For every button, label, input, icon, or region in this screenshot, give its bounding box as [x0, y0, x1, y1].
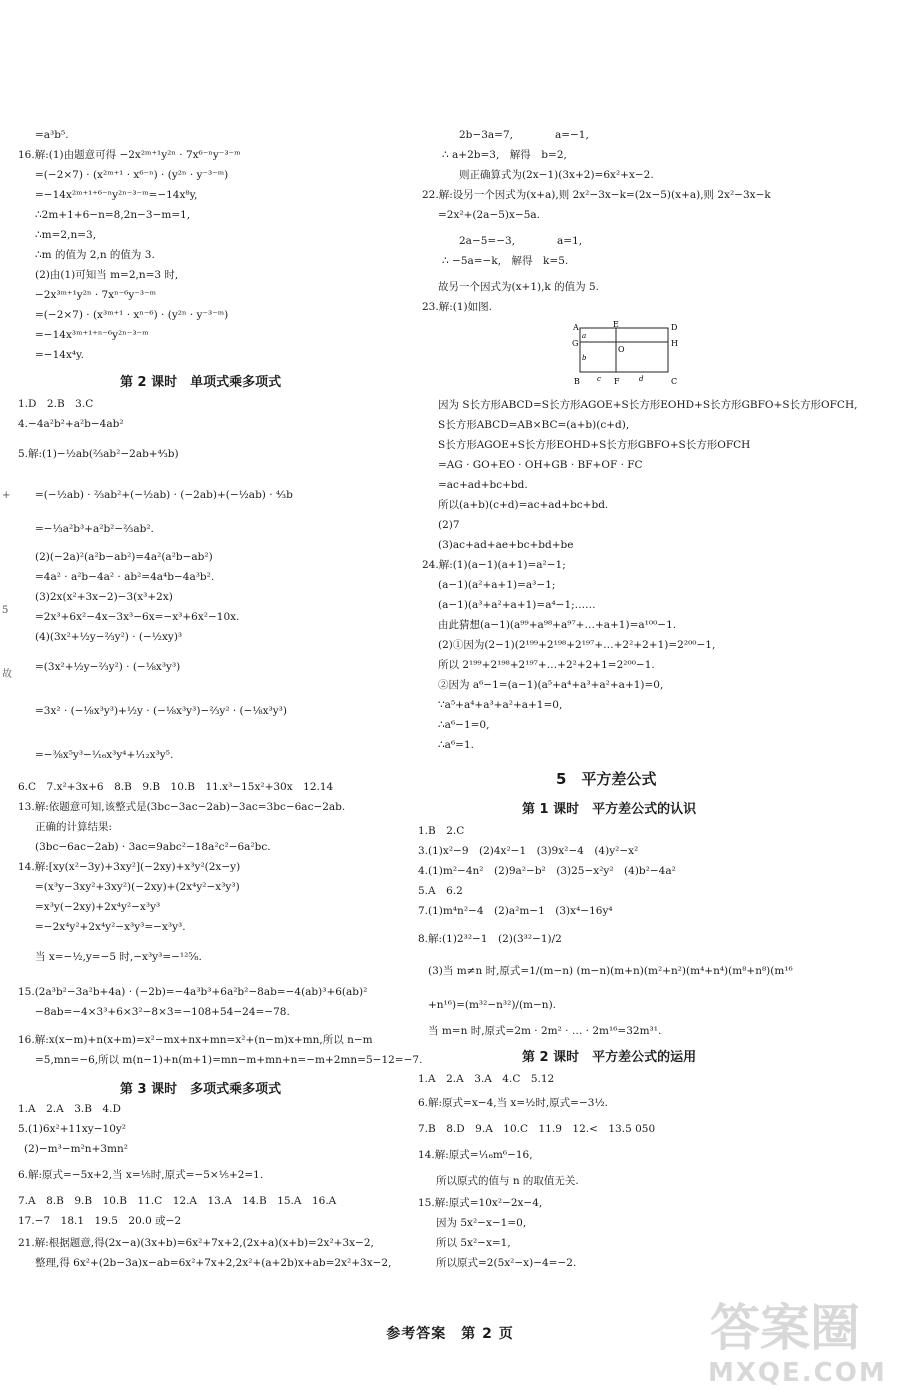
label-a-lower: a [582, 332, 587, 340]
text-line: (a−1)(a³+a²+a+1)=a⁴−1;…… [438, 599, 596, 611]
text-line: 因为 S长方形ABCD=S长方形AGOE+S长方形EOHD+S长方形GBFO+S长方形OFCH, [438, 399, 858, 411]
text-line: =−⅜x⁵y³−¹⁄₁₆x³y⁴+¹⁄₁₂x³y⁵. [35, 749, 174, 761]
text-line: 2a−5=−3, a=1, [459, 235, 583, 247]
text-line: 所以原式的值与 n 的取值无关. [436, 1175, 579, 1187]
label-c-upper: C [671, 377, 678, 386]
text-line: =(x³y−3xy²+3xy²)(−2xy)+(2x⁴y²−x³y³) [35, 881, 240, 893]
text-line: 8.解:(1)2³²−1 (2)(3³²−1)/2 [418, 933, 562, 945]
text-line: 21.解:根据题意,得(2x−a)(3x+b)=6x²+7x+2,(2x+a)(x+b)=2x²+3x−2, [18, 1237, 374, 1249]
text-line: 所以 5x²−x=1, [436, 1237, 511, 1249]
text-line: =2x³+6x²−4x−3x³−6x=−x³+6x²−10x. [35, 611, 240, 623]
text-line: =(−½ab) · ⅔ab²+(−½ab) · (−2ab)+(−½ab) · ⁴⁄₃b [35, 489, 293, 501]
label-b-upper: B [574, 377, 580, 386]
text-line: 所以 2¹⁹⁹+2¹⁹⁸+2¹⁹⁷+…+2²+2+1=2²⁰⁰−1. [438, 659, 655, 671]
text-line: 5.A 6.2 [418, 885, 463, 897]
text-line: 23.解:(1)如图. [422, 301, 492, 313]
left-column [0, 0, 430, 1310]
rectangle-diagram [568, 320, 688, 390]
text-line: =ac+ad+bc+bd. [438, 479, 528, 491]
text-line: =AG · GO+EO · OH+GB · BF+OF · FC [438, 459, 643, 471]
label-o: O [618, 345, 625, 354]
chapter-heading: 5 平方差公式 [556, 770, 657, 788]
edge-mark: + [2, 490, 11, 501]
section-heading: 第 3 课时 多项式乘多项式 [120, 1082, 282, 1097]
text-line: 5.(1)6x²+11xy−10y² [18, 1123, 127, 1135]
section-heading: 第 1 课时 平方差公式的认识 [522, 802, 697, 817]
text-line: +n¹⁶)=(m³²−n³²)/(m−n). [428, 999, 557, 1011]
text-line: =(−2×7) · (x³ᵐ⁺¹ · xⁿ⁻⁶) · (y²ⁿ · y⁻³⁻ᵐ) [35, 309, 229, 321]
text-line: 整理,得 6x²+(2b−3a)x−ab=6x²+7x+2,2x²+(a+2b)x+ab=2x²+3x−2, [35, 1257, 392, 1269]
text-line: ∴m 的值为 2,n 的值为 3. [35, 249, 155, 261]
page-footer: 参考答案 第 2 页 [386, 1326, 514, 1342]
text-line: (2)①因为(2−1)(2¹⁹⁹+2¹⁹⁸+2¹⁹⁷+…+2²+2+1)=2²⁰⁰−1, [438, 639, 716, 651]
label-a-upper: A [573, 323, 579, 332]
text-line: 4.−4a²b²+a²b−4ab² [18, 418, 124, 430]
text-line: ∴a⁶=1. [438, 739, 474, 751]
text-line: ∵a⁵+a⁴+a³+a²+a+1=0, [438, 699, 563, 711]
text-line: 所以原式=2(5x²−x)−4=−2. [436, 1257, 577, 1269]
text-line: 16.解:(1)由题意可得 −2x²ᵐ⁺¹y²ⁿ · 7x⁶⁻ⁿy⁻³⁻ᵐ [18, 149, 241, 161]
text-line: 6.解:原式=−5x+2,当 x=⅕时,原式=−5×⅕+2=1. [18, 1169, 264, 1181]
text-line: 4.(1)m²−4n² (2)9a²−b² (3)25−x²y² (4)b²−4a² [418, 865, 676, 877]
text-line: 14.解:原式=¹⁄₁₆m⁶−16, [418, 1149, 533, 1161]
text-line: S长方形AGOE+S长方形EOHD+S长方形GBFO+S长方形OFCH [438, 439, 751, 451]
label-b-lower: b [582, 354, 587, 362]
text-line: (2)−m³−m²n+3mn² [24, 1143, 128, 1155]
text-line: 5.解:(1)−½ab(⅔ab²−2ab+⁴⁄₃b) [18, 448, 179, 460]
text-line: 24.解:(1)(a−1)(a+1)=a²−1; [422, 559, 566, 571]
right-column [418, 0, 900, 1310]
text-line: (3)当 m≠n 时,原式=1/(m−n) (m−n)(m+n)(m²+n²)(m⁴+n⁴)(m⁸+n⁸)(m¹⁶ [428, 965, 793, 977]
label-e: E [613, 320, 619, 329]
text-line: =−2x⁴y²+2x⁴y²−x³y³=−x³y³. [35, 921, 186, 933]
text-line: =a³b⁵. [35, 129, 69, 141]
text-line: ∴a⁶−1=0, [438, 719, 490, 731]
text-line: 6.C 7.x²+3x+6 8.B 9.B 10.B 11.x³−15x²+30x 12.14 [18, 781, 334, 793]
text-line: (2)由(1)可知当 m=2,n=3 时, [35, 269, 179, 281]
text-line: =(3x²+½y−⅔y²) · (−⅛x³y³) [35, 661, 181, 673]
text-line: (a−1)(a²+a+1)=a³−1; [438, 579, 556, 591]
section-heading: 第 2 课时 单项式乘多项式 [120, 375, 282, 390]
section-heading: 第 2 课时 平方差公式的运用 [522, 1050, 697, 1065]
text-line: (3bc−6ac−2ab) · 3ac=9abc²−18a²c²−6a²bc. [35, 841, 271, 853]
text-line: 当 x=−½,y=−5 时,−x³y³=−¹²⁵⁄₈. [35, 951, 202, 963]
label-h: H [671, 339, 678, 348]
text-line: 16.解:x(x−m)+n(x+m)=x²−mx+nx+mn=x²+(n−m)x+mn,所以 n−m [18, 1034, 373, 1046]
label-d-upper: D [671, 323, 678, 332]
text-line: 14.解:[xy(x²−3y)+3xy²](−2xy)+x³y²(2x−y) [18, 861, 241, 873]
text-line: 故另一个因式为(x+1),k 的值为 5. [438, 281, 599, 293]
text-line: 当 m=n 时,原式=2m · 2m² · … · 2m¹⁶=32m³¹. [428, 1025, 662, 1037]
text-line: =x³y(−2xy)+2x⁴y²−x³y³ [35, 901, 161, 913]
text-line: 7.B 8.D 9.A 10.C 11.9 12.< 13.5 050 [418, 1123, 656, 1135]
text-line: 由此猜想(a−1)(a⁹⁹+a⁹⁸+a⁹⁷+…+a+1)=a¹⁰⁰−1. [438, 619, 677, 631]
text-line: 6.解:原式=x−4,当 x=½时,原式=−3½. [418, 1097, 608, 1109]
text-line: 7.(1)m⁴n²−4 (2)a²m−1 (3)x⁴−16y⁴ [418, 905, 613, 917]
text-line: 2b−3a=7, a=−1, [459, 129, 589, 141]
text-line: 1.D 2.B 3.C [18, 398, 94, 410]
text-line: =5,mn=−6,所以 m(n−1)+n(m+1)=mn−m+mn+n=−m+2mn=5−12=−7. [35, 1054, 423, 1066]
watermark-top: 答案圈 [710, 1299, 860, 1357]
text-line: 所以(a+b)(c+d)=ac+ad+bc+bd. [438, 499, 609, 511]
text-line: =−14x²ᵐ⁺¹⁺⁶⁻ⁿy²ⁿ⁻³⁻ᵐ=−14x⁸y, [35, 189, 198, 201]
edge-mark: 故 [2, 669, 12, 680]
text-line: −2x³ᵐ⁺¹y²ⁿ · 7xⁿ⁻⁶y⁻³⁻ᵐ [35, 289, 157, 301]
text-line: ∴ a+2b=3, 解得 b=2, [442, 149, 567, 161]
text-line: 7.A 8.B 9.B 10.B 11.C 12.A 13.A 14.B 15.A 16.A [18, 1195, 337, 1207]
text-line: S长方形ABCD=AB×BC=(a+b)(c+d), [438, 419, 630, 431]
text-line: 1.B 2.C [418, 825, 465, 837]
text-line: ∴2m+1+6−n=8,2n−3−m=1, [35, 209, 191, 221]
text-line: 15.解:原式=10x²−2x−4, [418, 1197, 543, 1209]
label-g: G [572, 339, 579, 348]
text-line: 17.−7 18.1 19.5 20.0 或−2 [18, 1215, 182, 1227]
text-line: =2x²+(2a−5)x−5a. [438, 209, 541, 221]
text-line: =3x² · (−⅛x³y³)+½y · (−⅛x³y³)−⅔y² · (−⅛x³y³) [35, 705, 287, 717]
text-line: 1.A 2.A 3.B 4.D [18, 1103, 121, 1115]
text-line: =−⅓a²b³+a²b²−⅔ab². [35, 523, 154, 535]
watermark-logo [700, 1300, 895, 1388]
text-line: 因为 5x²−x−1=0, [436, 1217, 527, 1229]
text-line: 22.解:设另一个因式为(x+a),则 2x²−3x−k=(2x−5)(x+a),则 2x²−3x−k [422, 189, 771, 201]
watermark-bottom: MXQE.COM [708, 1358, 887, 1388]
text-line: 正确的计算结果: [35, 821, 113, 833]
text-line: 3.(1)x²−9 (2)4x²−1 (3)9x²−4 (4)y²−x² [418, 845, 639, 857]
text-line: 1.A 2.A 3.A 4.C 5.12 [418, 1073, 555, 1085]
text-line: 15.(2a³b²−3a²b+4a) · (−2b)=−4a³b³+6a²b²−8ab=−4(ab)³+6(ab)² [18, 986, 368, 998]
text-line: =−14x³ᵐ⁺¹⁺ⁿ⁻⁶y²ⁿ⁻³⁻ᵐ [35, 329, 149, 341]
label-c-lower: c [597, 375, 601, 383]
text-line: 则正确算式为(2x−1)(3x+2)=6x²+x−2. [459, 169, 654, 181]
text-line: =4a² · a²b−4a² · ab²=4a⁴b−4a³b². [35, 571, 215, 583]
text-line: ②因为 a⁶−1=(a−1)(a⁵+a⁴+a³+a²+a+1)=0, [438, 679, 664, 691]
text-line: 13.解:依题意可知,该整式是(3bc−3ac−2ab)−3ac=3bc−6ac−2ab. [18, 801, 346, 813]
edge-mark: 5 [2, 605, 9, 616]
text-line: (3)2x(x²+3x−2)−3(x³+2x) [35, 591, 173, 603]
label-f: F [614, 377, 620, 386]
text-line: =(−2×7) · (x²ᵐ⁺¹ · x⁶⁻ⁿ) · (y²ⁿ · y⁻³⁻ᵐ) [35, 169, 229, 181]
text-line: (2)(−2a)²(a²b−ab²)=4a²(a²b−ab²) [35, 551, 213, 563]
text-line: ∴m=2,n=3, [35, 229, 97, 241]
text-line: (3)ac+ad+ae+bc+bd+be [438, 539, 574, 551]
label-d-lower: d [639, 375, 644, 383]
text-line: (4)(3x²+½y−⅔y²) · (−½xy)³ [35, 631, 183, 643]
text-line: −8ab=−4×3³+6×3²−8×3=−108+54−24=−78. [35, 1006, 290, 1018]
text-line: (2)7 [438, 519, 460, 531]
text-line: ∴ −5a=−k, 解得 k=5. [442, 255, 569, 267]
text-line: =−14x⁴y. [35, 349, 84, 361]
